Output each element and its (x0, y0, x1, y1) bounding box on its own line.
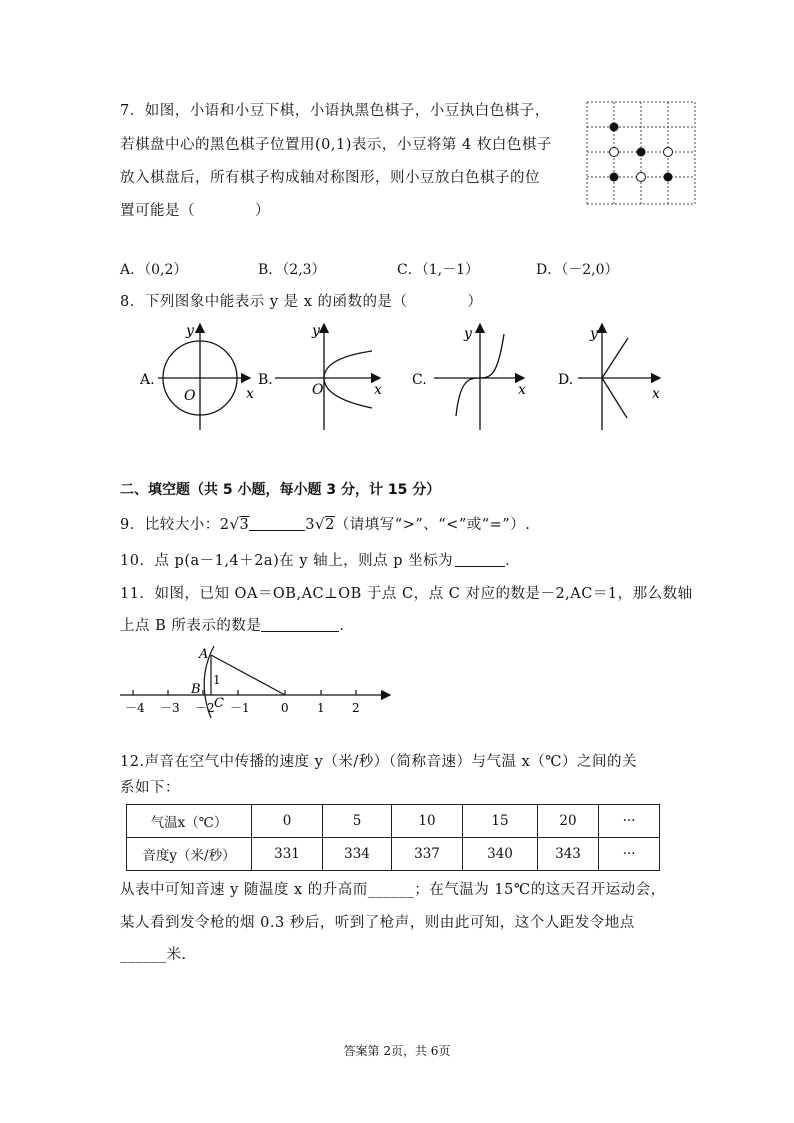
svg-text:O: O (184, 388, 196, 404)
table-cell: 10 (392, 805, 463, 838)
graph-c-label: C. (412, 372, 427, 388)
svg-text:y: y (186, 323, 194, 339)
table-cell: 20 (538, 805, 599, 838)
svg-text:x: x (652, 386, 660, 402)
graph-a (139, 323, 254, 430)
white-stone (610, 148, 619, 157)
radical-sign: √ (229, 515, 240, 533)
q11-answer-blank[interactable] (261, 617, 339, 632)
svg-text:y: y (312, 323, 320, 339)
point-c-label: C (214, 696, 224, 711)
black-stone (610, 173, 619, 182)
q9-right-coef: 3 (305, 517, 315, 533)
section-2-title: 二、填空题（共 5 小题，每小题 3 分，计 15 分） (120, 482, 441, 498)
q11-line-2-suffix: ． (339, 618, 355, 634)
q8-text: 8．下列图象中能表示 y 是 x 的函数的是（ ） (120, 294, 483, 310)
q9-left-coef: 2 (219, 517, 230, 533)
point-b-label: B (191, 682, 201, 697)
tick-label: 1 (317, 701, 325, 715)
radical-sign: √ (315, 515, 326, 533)
tick-label: 2 (352, 701, 360, 715)
svg-text:x: x (374, 382, 382, 398)
q7-line-4: 置可能是（ ） (120, 203, 270, 219)
segment-ao (211, 655, 285, 695)
svg-text:y: y (590, 326, 598, 342)
svg-text:x: x (246, 386, 254, 402)
q12-after-line-3: ______米. (120, 947, 187, 963)
q12-line-1: 12.声音在空气中传播的速度 y（米/秒）（简称音速）与气温 x（℃）之间的关 (120, 754, 638, 770)
tick-label: －3 (160, 701, 180, 715)
white-stone (637, 173, 646, 182)
q8-graphs (120, 318, 680, 438)
point-a-label: A (199, 647, 209, 662)
q10-prefix: 10．点 p(a－1,4＋2a)在 y 轴上，则点 p 坐标为 (120, 553, 454, 569)
table-cell: 0 (252, 805, 323, 838)
table-cell: 331 (252, 838, 323, 871)
graph-a-label: A. (140, 372, 155, 388)
q7-option-d: D．（－2,0） (536, 262, 619, 278)
q9-right-radicand: 2 (325, 517, 335, 533)
tick-label: －2 (195, 701, 215, 715)
table-cell: 334 (323, 838, 392, 871)
q7-line-1: 7．如图，小语和小豆下棋，小语执黑色棋子，小豆执白色棋子， (120, 103, 550, 119)
graph-b (258, 323, 382, 430)
graph-b-label: B. (258, 372, 273, 388)
q9-prefix: 9．比较大小： (120, 517, 220, 533)
speed-temperature-table (126, 804, 660, 871)
svg-text:O: O (312, 382, 324, 398)
q11-number-line-figure (118, 640, 398, 722)
table-cell: ··· (599, 805, 660, 838)
table-cell: 337 (392, 838, 463, 871)
graph-c (412, 324, 526, 430)
svg-text:y: y (464, 326, 472, 342)
q11-line-2-prefix: 上点 B 所表示的数是 (120, 618, 262, 634)
black-stone (610, 123, 619, 132)
q12-after-line-2: 某人看到发令枪的烟 0.3 秒后，听到了枪声，则由此可知，这个人距发令地点 (120, 915, 635, 931)
table-row (127, 805, 660, 838)
q7-line-2: 若棋盘中心的黑色棋子位置用(0,1)表示，小豆将第 4 枚白色棋子 (120, 137, 552, 153)
segment-length-label: 1 (213, 673, 221, 687)
table-cell: 15 (463, 805, 538, 838)
q10-answer-blank[interactable] (455, 552, 505, 567)
tick-label: 0 (281, 701, 289, 715)
q9-suffix: （请填写“>”、“<”或“=”）. (334, 517, 531, 533)
q11-line-1: 11．如图，已知 OA＝OB,AC⊥OB 于点 C，点 C 对应的数是－2,AC＝1，那么数轴 (120, 586, 693, 602)
table-row-header: 音度y（米/秒） (127, 838, 252, 871)
graph-d (558, 324, 660, 430)
black-stone (664, 173, 673, 182)
table-cell: 5 (323, 805, 392, 838)
go-board-figure (586, 101, 698, 207)
white-stone (664, 148, 673, 157)
q9-answer-blank[interactable] (249, 516, 305, 531)
tick-label: －1 (230, 701, 250, 715)
q7-option-c: C．（1,－1） (397, 262, 479, 278)
tick-label: －4 (125, 701, 145, 715)
svg-text:x: x (518, 382, 526, 398)
q7-option-b: B．（2,3） (258, 262, 326, 278)
q10-line (120, 549, 520, 570)
q9-left-radicand: 3 (239, 517, 250, 533)
black-stone (637, 148, 646, 157)
table-cell: ··· (599, 838, 660, 871)
graph-d-label: D. (558, 372, 574, 388)
q7-option-a: A．（0,2） (120, 262, 188, 278)
table-row (127, 838, 660, 871)
q10-suffix: ． (505, 553, 521, 569)
q7-line-3: 放入棋盘后，所有棋子构成轴对称图形，则小豆放白色棋子的位 (120, 170, 540, 186)
q12-line-2: 系如下： (120, 780, 180, 796)
page-footer: 答案第 2页，共 6页 (343, 1044, 451, 1058)
table-row-header: 气温x（℃） (127, 805, 252, 838)
q11-line-2 (120, 614, 354, 635)
table-cell: 340 (463, 838, 538, 871)
q12-after-line-1: 从表中可知音速 y 随温度 x 的升高而______；在气温为 15℃的这天召开运动会， (120, 882, 666, 898)
q9-line (120, 513, 530, 534)
table-cell: 343 (538, 838, 599, 871)
